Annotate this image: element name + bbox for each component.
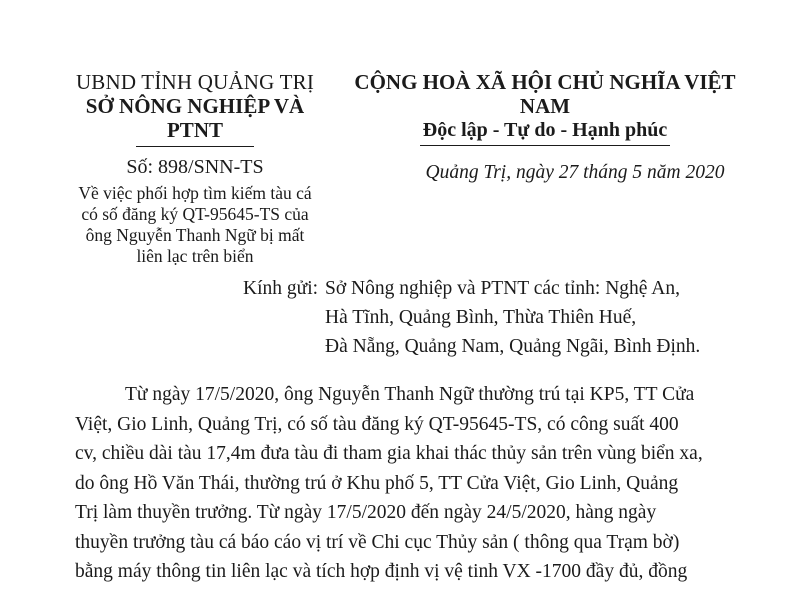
- recipients-label: Kính gửi:: [243, 278, 319, 299]
- body-line: bằng máy thông tin liên lạc và tích hợp định vị vệ tinh VX -1700 đầy đủ, đồng: [75, 561, 688, 582]
- body-line: cv, chiều dài tàu 17,4m đưa tàu đi tham gia khai thác thủy sản trên vùng biển xa,: [75, 443, 703, 464]
- recipient-line: Hà Tĩnh, Quảng Bình, Thừa Thiên Huế,: [325, 307, 637, 328]
- body-line: Từ ngày 17/5/2020, ông Nguyễn Thanh Ngữ thường trú tại KP5, TT Cửa: [125, 384, 695, 405]
- issuer-block: [60, 70, 330, 267]
- issuing-authority: UBND TỈNH QUẢNG TRỊ: [75, 70, 315, 94]
- subject-line: Về việc phối hợp tìm kiếm tàu cá: [78, 183, 312, 203]
- subject-line: ông Nguyễn Thanh Ngữ bị mất: [85, 225, 305, 245]
- document-subject: [60, 183, 330, 267]
- letter-body: [75, 380, 763, 587]
- national-header: [330, 70, 760, 184]
- recipients-block: [243, 274, 763, 361]
- issuing-department: SỞ NÔNG NGHIỆP VÀ PTNT: [85, 94, 305, 142]
- recipient-line: Đà Nẵng, Quảng Nam, Quảng Ngãi, Bình Định.: [325, 336, 701, 357]
- national-title: CỘNG HOÀ XÃ HỘI CHỦ NGHĨA VIỆT NAM: [354, 70, 736, 118]
- subject-line: có số đăng ký QT-95645-TS của: [81, 204, 309, 224]
- document-number: Số: 898/SNN-TS: [126, 156, 264, 178]
- subject-line: liên lạc trên biển: [136, 246, 254, 266]
- body-line: thuyền trưởng tàu cá báo cáo vị trí về Chi cục Thủy sản ( thông qua Trạm bờ): [75, 531, 680, 553]
- body-line: Trị làm thuyền trưởng. Từ ngày 17/5/2020 đến ngày 24/5/2020, hàng ngày: [75, 502, 657, 523]
- department-underline: [136, 146, 254, 147]
- body-line: Việt, Gio Linh, Quảng Trị, có số tàu đăng ký QT-95645-TS, có công suất 400: [75, 413, 679, 435]
- body-line: do ông Hồ Văn Thái, thường trú ở Khu phố 5, TT Cửa Việt, Gio Linh, Quảng: [75, 472, 679, 494]
- place-date-line: Quảng Trị, ngày 27 tháng 5 năm 2020: [425, 162, 725, 183]
- motto-underline: [420, 145, 670, 146]
- recipient-line: Sở Nông nghiệp và PTNT các tỉnh: Nghệ An,: [325, 278, 680, 299]
- national-motto: Độc lập - Tự do - Hạnh phúc: [422, 119, 668, 141]
